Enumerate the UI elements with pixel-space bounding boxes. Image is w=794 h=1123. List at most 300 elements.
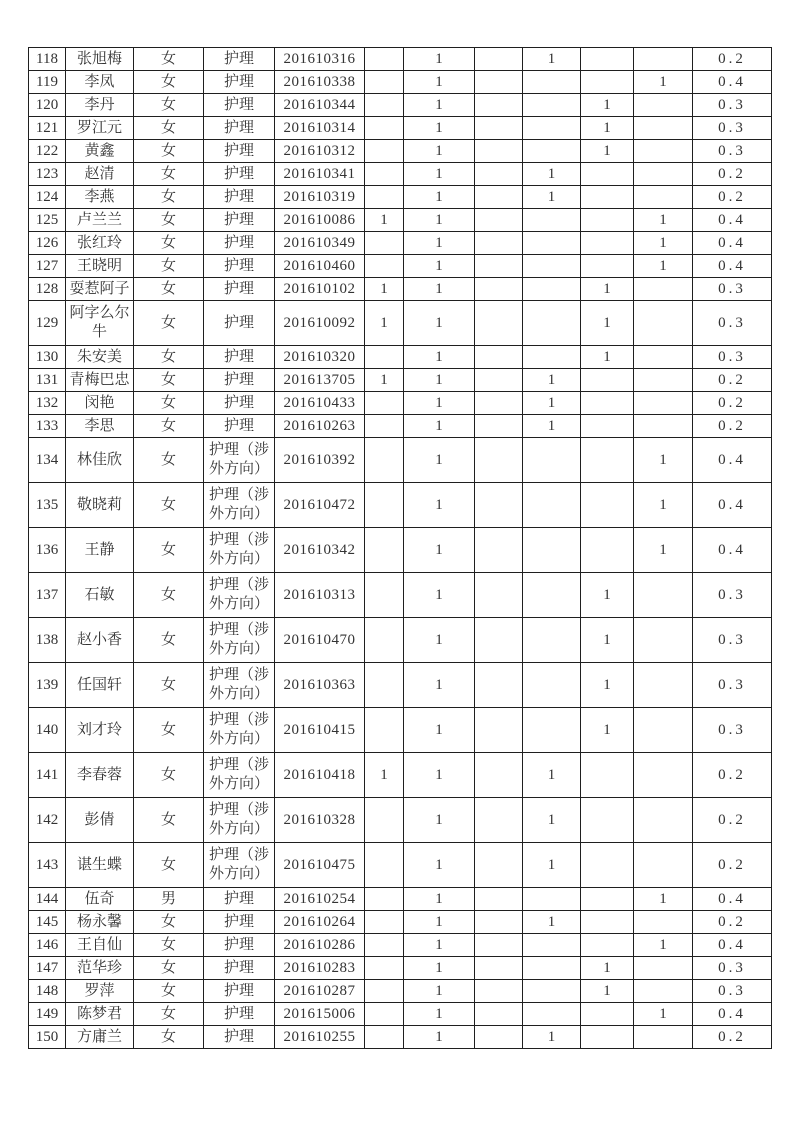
cell-col1 [365,934,404,957]
cell-col5 [581,255,634,278]
student-roster-table-body [29,48,772,1049]
cell-student-id: 201610313 [275,573,365,618]
cell-col5 [581,911,634,934]
cell-name: 张红玲 [66,232,134,255]
cell-col5: 1 [581,278,634,301]
cell-col6 [634,957,693,980]
cell-name: 张旭梅 [66,48,134,71]
cell-name: 谌生蝶 [66,843,134,888]
cell-gender: 女 [134,369,204,392]
cell-student-id: 201610263 [275,415,365,438]
cell-col1: 1 [365,209,404,232]
cell-col4 [523,934,581,957]
cell-col3 [475,278,523,301]
cell-major: 护理 [204,415,275,438]
cell-score: 0.3 [693,573,772,618]
cell-col3 [475,843,523,888]
cell-major: 护理（涉外方向） [204,528,275,573]
cell-col3 [475,369,523,392]
cell-gender: 女 [134,117,204,140]
cell-no: 127 [29,255,66,278]
cell-col5 [581,186,634,209]
cell-col3 [475,1003,523,1026]
cell-gender: 女 [134,753,204,798]
cell-major: 护理（涉外方向） [204,798,275,843]
cell-col6 [634,186,693,209]
cell-col3 [475,48,523,71]
table-row [29,573,772,618]
cell-col6 [634,798,693,843]
cell-student-id: 201610470 [275,618,365,663]
cell-col1 [365,346,404,369]
cell-no: 128 [29,278,66,301]
cell-col2: 1 [404,232,475,255]
cell-student-id: 201610287 [275,980,365,1003]
cell-score: 0.2 [693,798,772,843]
cell-student-id: 201610418 [275,753,365,798]
table-row [29,980,772,1003]
cell-name: 罗萍 [66,980,134,1003]
cell-col2: 1 [404,301,475,346]
cell-student-id: 201610254 [275,888,365,911]
cell-no: 139 [29,663,66,708]
cell-col4 [523,708,581,753]
cell-col3 [475,618,523,663]
cell-col2: 1 [404,957,475,980]
cell-col5 [581,1003,634,1026]
cell-score: 0.2 [693,369,772,392]
cell-col6 [634,753,693,798]
cell-no: 124 [29,186,66,209]
cell-col1 [365,392,404,415]
cell-major: 护理 [204,140,275,163]
cell-col3 [475,209,523,232]
cell-major: 护理 [204,94,275,117]
cell-gender: 女 [134,209,204,232]
cell-no: 118 [29,48,66,71]
cell-col3 [475,71,523,94]
cell-col2: 1 [404,392,475,415]
cell-no: 143 [29,843,66,888]
cell-student-id: 201610314 [275,117,365,140]
cell-major: 护理 [204,957,275,980]
cell-major: 护理（涉外方向） [204,438,275,483]
cell-col2: 1 [404,798,475,843]
cell-gender: 女 [134,48,204,71]
cell-score: 0.4 [693,483,772,528]
cell-col4 [523,71,581,94]
cell-major: 护理（涉外方向） [204,618,275,663]
cell-score: 0.3 [693,278,772,301]
cell-col5 [581,934,634,957]
cell-col4 [523,618,581,663]
cell-col1 [365,1003,404,1026]
cell-student-id: 201613705 [275,369,365,392]
cell-gender: 女 [134,301,204,346]
cell-col6: 1 [634,255,693,278]
cell-col6 [634,1026,693,1049]
cell-col4: 1 [523,392,581,415]
cell-no: 131 [29,369,66,392]
cell-col5 [581,209,634,232]
cell-col5: 1 [581,94,634,117]
cell-gender: 女 [134,415,204,438]
cell-col1: 1 [365,278,404,301]
cell-col4 [523,663,581,708]
cell-no: 142 [29,798,66,843]
cell-col3 [475,483,523,528]
cell-gender: 女 [134,798,204,843]
cell-gender: 女 [134,163,204,186]
cell-col2: 1 [404,618,475,663]
cell-major: 护理（涉外方向） [204,483,275,528]
cell-col1 [365,117,404,140]
cell-col4: 1 [523,843,581,888]
cell-col3 [475,415,523,438]
cell-col6 [634,117,693,140]
cell-col1 [365,618,404,663]
cell-col2: 1 [404,346,475,369]
cell-col2: 1 [404,186,475,209]
cell-col5: 1 [581,346,634,369]
cell-no: 149 [29,1003,66,1026]
cell-gender: 女 [134,1003,204,1026]
cell-no: 129 [29,301,66,346]
cell-col5 [581,798,634,843]
cell-col1 [365,911,404,934]
cell-major: 护理（涉外方向） [204,753,275,798]
cell-name: 方庸兰 [66,1026,134,1049]
cell-col5 [581,888,634,911]
cell-col4 [523,140,581,163]
cell-student-id: 201610349 [275,232,365,255]
cell-col4: 1 [523,186,581,209]
cell-col6 [634,346,693,369]
cell-name: 赵小香 [66,618,134,663]
cell-gender: 女 [134,843,204,888]
cell-col5: 1 [581,140,634,163]
table-row [29,438,772,483]
cell-name: 彭倩 [66,798,134,843]
table-row [29,415,772,438]
cell-col5 [581,1026,634,1049]
table-row [29,48,772,71]
cell-col6 [634,301,693,346]
cell-no: 141 [29,753,66,798]
cell-col2: 1 [404,888,475,911]
cell-col1 [365,48,404,71]
cell-major: 护理 [204,232,275,255]
cell-major: 护理 [204,346,275,369]
cell-col1: 1 [365,753,404,798]
cell-col4 [523,232,581,255]
cell-score: 0.4 [693,1003,772,1026]
table-row [29,1003,772,1026]
cell-name: 范华珍 [66,957,134,980]
cell-name: 黄鑫 [66,140,134,163]
cell-student-id: 201610319 [275,186,365,209]
cell-major: 护理 [204,209,275,232]
cell-col2: 1 [404,528,475,573]
cell-col6: 1 [634,528,693,573]
cell-score: 0.2 [693,163,772,186]
cell-col4: 1 [523,911,581,934]
cell-col6 [634,843,693,888]
cell-name: 任国轩 [66,663,134,708]
cell-col5 [581,415,634,438]
table-row [29,71,772,94]
cell-col1 [365,957,404,980]
cell-col5: 1 [581,573,634,618]
table-row [29,528,772,573]
cell-col1 [365,708,404,753]
cell-no: 150 [29,1026,66,1049]
cell-col4: 1 [523,369,581,392]
table-row [29,163,772,186]
cell-name: 朱安美 [66,346,134,369]
cell-major: 护理 [204,1003,275,1026]
cell-score: 0.2 [693,843,772,888]
student-roster-table [28,47,772,1049]
cell-student-id: 201610475 [275,843,365,888]
cell-col2: 1 [404,209,475,232]
cell-col5 [581,232,634,255]
cell-col4: 1 [523,1026,581,1049]
cell-gender: 女 [134,528,204,573]
cell-col2: 1 [404,163,475,186]
cell-name: 李春蓉 [66,753,134,798]
table-row [29,708,772,753]
cell-score: 0.4 [693,438,772,483]
cell-col2: 1 [404,483,475,528]
cell-gender: 女 [134,438,204,483]
cell-col2: 1 [404,843,475,888]
cell-student-id: 201610328 [275,798,365,843]
cell-col3 [475,528,523,573]
cell-student-id: 201610433 [275,392,365,415]
cell-name: 林佳欣 [66,438,134,483]
cell-col4: 1 [523,415,581,438]
cell-col1 [365,415,404,438]
cell-no: 145 [29,911,66,934]
cell-col4 [523,301,581,346]
cell-col6 [634,392,693,415]
cell-col4 [523,528,581,573]
cell-col1 [365,663,404,708]
cell-col4 [523,573,581,618]
cell-col1 [365,798,404,843]
cell-col3 [475,438,523,483]
cell-major: 护理 [204,163,275,186]
cell-score: 0.4 [693,934,772,957]
cell-col6: 1 [634,934,693,957]
cell-score: 0.2 [693,392,772,415]
cell-col4: 1 [523,163,581,186]
cell-col2: 1 [404,369,475,392]
cell-score: 0.3 [693,618,772,663]
cell-col1 [365,140,404,163]
cell-score: 0.4 [693,209,772,232]
cell-col2: 1 [404,415,475,438]
cell-no: 137 [29,573,66,618]
cell-no: 125 [29,209,66,232]
cell-col6 [634,163,693,186]
cell-col2: 1 [404,573,475,618]
cell-col5: 1 [581,980,634,1003]
cell-no: 120 [29,94,66,117]
table-row [29,117,772,140]
cell-major: 护理 [204,117,275,140]
cell-score: 0.3 [693,140,772,163]
cell-col6 [634,415,693,438]
cell-col6 [634,573,693,618]
cell-student-id: 201610472 [275,483,365,528]
cell-major: 护理（涉外方向） [204,708,275,753]
cell-col5: 1 [581,663,634,708]
cell-col6 [634,618,693,663]
cell-col4 [523,346,581,369]
table-row [29,94,772,117]
cell-col5 [581,753,634,798]
cell-col6: 1 [634,888,693,911]
cell-major: 护理 [204,48,275,71]
cell-col1 [365,232,404,255]
cell-score: 0.2 [693,753,772,798]
cell-col5 [581,843,634,888]
cell-student-id: 201610341 [275,163,365,186]
table-row [29,232,772,255]
cell-no: 132 [29,392,66,415]
cell-major: 护理（涉外方向） [204,663,275,708]
cell-major: 护理 [204,71,275,94]
cell-name: 王晓明 [66,255,134,278]
cell-col4 [523,94,581,117]
cell-score: 0.3 [693,301,772,346]
cell-student-id: 201610363 [275,663,365,708]
cell-col5 [581,528,634,573]
cell-gender: 女 [134,255,204,278]
cell-student-id: 201610316 [275,48,365,71]
cell-gender: 女 [134,232,204,255]
table-row [29,346,772,369]
cell-col4 [523,117,581,140]
cell-col1 [365,888,404,911]
cell-col3 [475,255,523,278]
cell-col4 [523,278,581,301]
cell-major: 护理（涉外方向） [204,573,275,618]
cell-major: 护理 [204,1026,275,1049]
cell-score: 0.3 [693,117,772,140]
cell-col1 [365,71,404,94]
cell-student-id: 201610283 [275,957,365,980]
cell-name: 卢兰兰 [66,209,134,232]
cell-col3 [475,934,523,957]
cell-col3 [475,117,523,140]
cell-col6 [634,980,693,1003]
cell-score: 0.3 [693,980,772,1003]
cell-col3 [475,888,523,911]
cell-no: 133 [29,415,66,438]
cell-major: 护理 [204,934,275,957]
cell-no: 148 [29,980,66,1003]
cell-col2: 1 [404,1026,475,1049]
cell-name: 石敏 [66,573,134,618]
cell-student-id: 201610344 [275,94,365,117]
cell-name: 李丹 [66,94,134,117]
cell-col1 [365,186,404,209]
cell-name: 李思 [66,415,134,438]
cell-col4 [523,255,581,278]
cell-score: 0.3 [693,346,772,369]
cell-score: 0.2 [693,1026,772,1049]
cell-col2: 1 [404,94,475,117]
cell-col5 [581,48,634,71]
cell-name: 罗江元 [66,117,134,140]
cell-col1: 1 [365,301,404,346]
cell-col6 [634,708,693,753]
cell-col4 [523,209,581,232]
cell-col3 [475,94,523,117]
cell-student-id: 201610102 [275,278,365,301]
cell-col5: 1 [581,708,634,753]
table-row [29,663,772,708]
table-row [29,843,772,888]
cell-col1 [365,980,404,1003]
cell-score: 0.2 [693,415,772,438]
cell-no: 119 [29,71,66,94]
cell-name: 王自仙 [66,934,134,957]
cell-gender: 女 [134,663,204,708]
cell-major: 护理（涉外方向） [204,843,275,888]
cell-col6: 1 [634,438,693,483]
cell-major: 护理 [204,911,275,934]
cell-col3 [475,980,523,1003]
cell-col2: 1 [404,980,475,1003]
cell-col3 [475,663,523,708]
cell-col3 [475,708,523,753]
cell-col3 [475,186,523,209]
table-row [29,255,772,278]
cell-col1 [365,1026,404,1049]
cell-col5: 1 [581,618,634,663]
cell-no: 144 [29,888,66,911]
cell-col6: 1 [634,232,693,255]
cell-score: 0.4 [693,71,772,94]
cell-gender: 女 [134,708,204,753]
cell-col3 [475,957,523,980]
cell-no: 147 [29,957,66,980]
cell-student-id: 201610460 [275,255,365,278]
cell-no: 134 [29,438,66,483]
cell-no: 126 [29,232,66,255]
cell-col5 [581,163,634,186]
cell-major: 护理 [204,186,275,209]
cell-score: 0.2 [693,186,772,209]
cell-col2: 1 [404,934,475,957]
cell-no: 130 [29,346,66,369]
cell-col6: 1 [634,483,693,528]
cell-student-id: 201610264 [275,911,365,934]
cell-col1 [365,255,404,278]
table-row [29,957,772,980]
cell-major: 护理 [204,301,275,346]
cell-gender: 女 [134,186,204,209]
cell-col6 [634,278,693,301]
table-row [29,911,772,934]
cell-col6 [634,369,693,392]
cell-score: 0.2 [693,911,772,934]
cell-student-id: 201610342 [275,528,365,573]
